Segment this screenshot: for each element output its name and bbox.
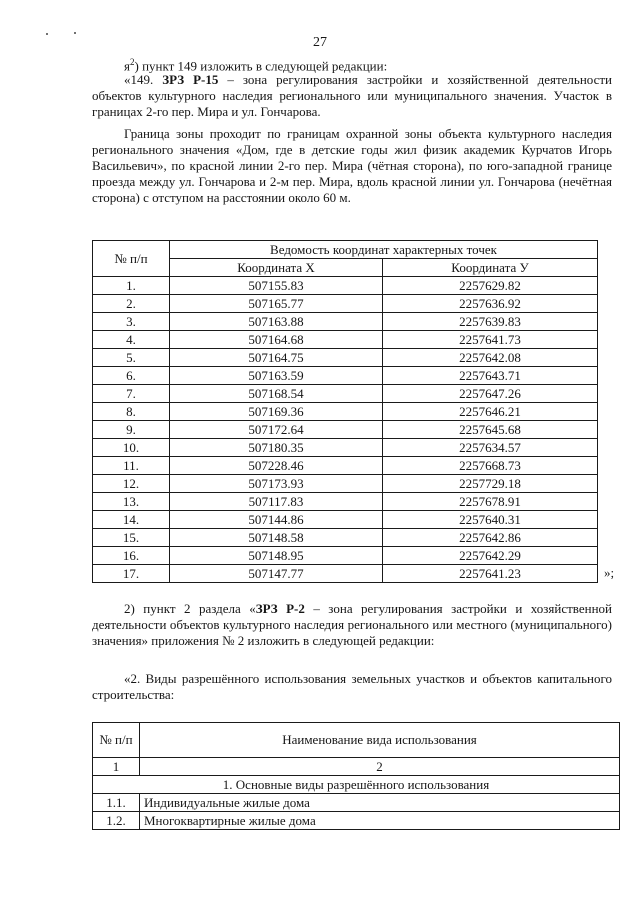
coordinate-y: 2257636.92 <box>383 295 598 313</box>
coordinate-row <box>93 421 598 439</box>
use-row <box>93 812 620 830</box>
coordinate-y: 2257646.21 <box>383 403 598 421</box>
coordinate-row-number: 15. <box>93 529 170 547</box>
coordinate-row <box>93 493 598 511</box>
coordinate-row-number: 9. <box>93 421 170 439</box>
coordinate-y: 2257641.23 <box>383 565 598 583</box>
use-name: Индивидуальные жилые дома <box>140 794 620 812</box>
coordinate-row <box>93 295 598 313</box>
item2-quote: «2. Виды разрешённого использования земельных участков и объектов капитального строительства: <box>92 671 612 702</box>
coordinate-row <box>93 547 598 565</box>
coordinate-x: 507169.36 <box>170 403 383 421</box>
use-number: 1.1. <box>93 794 140 812</box>
coordinates-group-header: Ведомость координат характерных точек <box>170 241 598 259</box>
coordinate-x: 507148.58 <box>170 529 383 547</box>
coordinate-row <box>93 475 598 493</box>
coordinate-row <box>93 439 598 457</box>
coordinate-row <box>93 457 598 475</box>
intro-superscript: 2 <box>129 57 135 67</box>
coordinate-x: 507148.95 <box>170 547 383 565</box>
item2-text: – зона регулирования застройки и хозяйственной деятельности объектов культурного наследия регионального или местного (муниципального) значения» приложения № 2 изложить в следующей редакции: <box>92 601 613 648</box>
coordinate-x: 507173.93 <box>170 475 383 493</box>
use-row <box>93 794 620 812</box>
coordinate-row <box>93 349 598 367</box>
coordinate-row-number: 10. <box>93 439 170 457</box>
coordinates-table <box>92 240 598 583</box>
coordinate-row <box>93 277 598 295</box>
zone-definition <box>92 72 612 120</box>
coordinate-row <box>93 385 598 403</box>
page-number: 27 <box>313 35 327 50</box>
coordinate-x: 507147.77 <box>170 565 383 583</box>
coordinate-y: 2257642.08 <box>383 349 598 367</box>
coordinate-x: 507172.64 <box>170 421 383 439</box>
item2-code: ЗРЗ Р-2 <box>255 601 305 616</box>
coordinate-row-number: 12. <box>93 475 170 493</box>
coordinate-row-number: 16. <box>93 547 170 565</box>
item2-paragraph <box>92 601 612 649</box>
uses-name-header: Наименование вида использования <box>140 723 620 758</box>
item2-prefix: 2) пункт 2 раздела « <box>124 601 256 616</box>
zone-prefix: «149. <box>124 72 163 87</box>
coordinate-row <box>93 403 598 421</box>
coordinate-y: 2257647.26 <box>383 385 598 403</box>
coordinate-row-number: 7. <box>93 385 170 403</box>
coordinate-y: 2257668.73 <box>383 457 598 475</box>
coordinate-row-number: 1. <box>93 277 170 295</box>
coordinate-y: 2257641.73 <box>383 331 598 349</box>
coordinate-row <box>93 331 598 349</box>
use-name: Многоквартирные жилые дома <box>140 812 620 830</box>
coordinate-row <box>93 529 598 547</box>
intro-prefix: я <box>124 58 130 74</box>
coordinate-row-number: 2. <box>93 295 170 313</box>
zone-code: ЗРЗ Р-15 <box>162 72 219 87</box>
coordinate-row-number: 6. <box>93 367 170 385</box>
coordinate-y: 2257640.31 <box>383 511 598 529</box>
coordinate-row-number: 13. <box>93 493 170 511</box>
coordinate-x: 507163.59 <box>170 367 383 385</box>
uses-num-header: № п/п <box>93 723 140 758</box>
coordinate-row-number: 3. <box>93 313 170 331</box>
uses-col-number-2: 2 <box>140 758 620 776</box>
coordinate-row <box>93 367 598 385</box>
coordinate-x: 507165.77 <box>170 295 383 313</box>
coordinate-row-number: 8. <box>93 403 170 421</box>
coordinate-row-number: 4. <box>93 331 170 349</box>
coordinate-y: 2257729.18 <box>383 475 598 493</box>
coordinate-x: 507164.75 <box>170 349 383 367</box>
coordinate-x: 507163.88 <box>170 313 383 331</box>
coordinate-row <box>93 511 598 529</box>
coordinate-row-number: 5. <box>93 349 170 367</box>
coordinate-row <box>93 565 598 583</box>
coordinate-y: 2257645.68 <box>383 421 598 439</box>
coordinate-x: 507228.46 <box>170 457 383 475</box>
coordinate-x: 507164.68 <box>170 331 383 349</box>
intro-text: ) пункт 149 изложить в следующей редакции: <box>134 58 388 74</box>
coordinate-y: 2257629.82 <box>383 277 598 295</box>
coordinate-row-number: 14. <box>93 511 170 529</box>
use-number: 1.2. <box>93 812 140 830</box>
coordinate-x: 507180.35 <box>170 439 383 457</box>
coordinate-y: 2257639.83 <box>383 313 598 331</box>
coordinate-row-number: 11. <box>93 457 170 475</box>
scan-speck <box>74 32 76 34</box>
coordinate-row-number: 17. <box>93 565 170 583</box>
coordinate-y: 2257643.71 <box>383 367 598 385</box>
coordinate-y: 2257678.91 <box>383 493 598 511</box>
uses-table <box>92 722 620 830</box>
uses-col-number-1: 1 <box>93 758 140 776</box>
coordinate-x: 507117.83 <box>170 493 383 511</box>
coordinate-x: 507144.86 <box>170 511 383 529</box>
table-closing: »; <box>604 565 615 580</box>
y-header: Координата У <box>383 259 598 277</box>
zone-text: – зона регулирования застройки и хозяйственной деятельности объектов культурного наследия регионального или муниципального значения. Участок в границах 2-го пер. Мира и ул. Гончарова. <box>92 72 613 119</box>
uses-section-title: 1. Основные виды разрешённого использования <box>93 776 620 794</box>
boundary-paragraph: Граница зоны проходит по границам охранной зоны объекта культурного наследия регионального значения «Дом, где в детские годы жил физик академик Курчатов Игорь Васильевич», по красной линии 2-го пер. Мира (чётная сторона), по юго-западной границе проезда между ул. Гончарова и 2-м пер. Мира, вдоль красной линии ул. Гончарова (нечётная сторона) с отступом на расстоянии около 60 м. <box>92 126 612 205</box>
x-header: Координата Х <box>170 259 383 277</box>
coordinate-y: 2257642.29 <box>383 547 598 565</box>
coordinate-row <box>93 313 598 331</box>
coordinate-x: 507168.54 <box>170 385 383 403</box>
coordinate-y: 2257634.57 <box>383 439 598 457</box>
coordinate-y: 2257642.86 <box>383 529 598 547</box>
coordinate-x: 507155.83 <box>170 277 383 295</box>
num-header: № п/п <box>93 241 170 277</box>
